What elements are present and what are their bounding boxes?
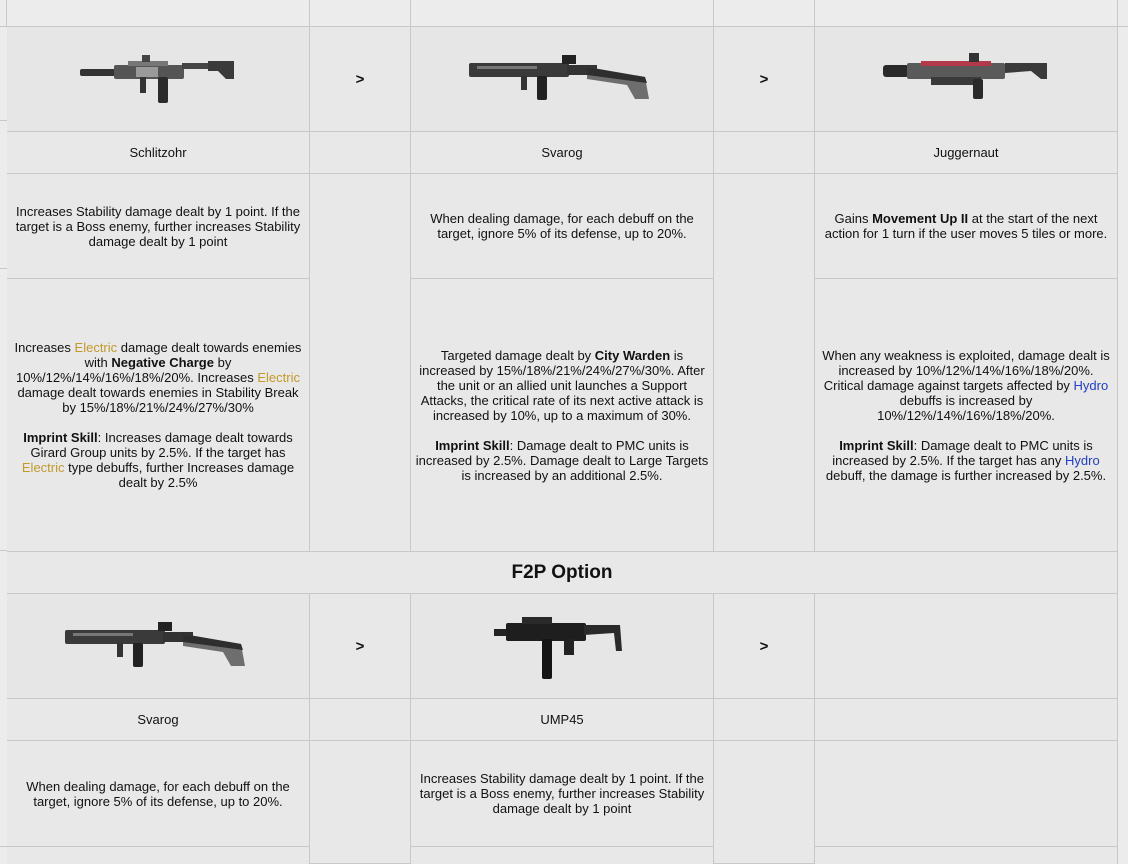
weapon-image-ump45 xyxy=(411,594,714,699)
weapon-name: Schlitzohr xyxy=(129,145,187,160)
debuff-name: Negative Charge xyxy=(111,355,214,370)
empty-cell xyxy=(815,594,1118,699)
weapon-image-schlitzohr xyxy=(7,27,310,132)
skill-description xyxy=(815,279,1118,552)
arrow-label: > xyxy=(759,70,769,88)
section-heading xyxy=(7,552,1118,594)
skill-description xyxy=(7,174,310,279)
buff-name: Movement Up II xyxy=(872,211,969,226)
empty-cell xyxy=(815,741,1118,847)
left-gutter-line xyxy=(0,550,7,551)
unit-name: City Warden xyxy=(594,347,671,363)
skill-description xyxy=(411,279,714,552)
skill-description xyxy=(411,741,714,847)
weapon-name: UMP45 xyxy=(540,712,584,727)
empty-cell xyxy=(310,699,411,741)
empty-cell xyxy=(714,741,815,864)
empty-cell xyxy=(815,847,1118,864)
empty-cell xyxy=(310,174,411,552)
left-gutter-line xyxy=(0,268,7,269)
left-gutter-line xyxy=(0,120,7,121)
electric-keyword: Electric xyxy=(21,460,65,475)
empty-cell xyxy=(310,132,411,174)
weapon-name: Svarog xyxy=(541,145,583,160)
smg-rifle-icon xyxy=(78,49,238,109)
empty-cell xyxy=(7,847,310,864)
left-gutter-line xyxy=(0,846,7,847)
skill-description xyxy=(815,174,1118,279)
weapon-image-juggernaut xyxy=(815,27,1118,132)
upgrade-arrow xyxy=(714,594,815,699)
empty-cell xyxy=(714,174,815,552)
weapon-name: Svarog xyxy=(137,712,179,727)
empty-cell xyxy=(714,132,815,174)
skill-text: Increases Stability damage dealt by 1 point. If the target is a Boss enemy, further increases Stability damage dealt by 1 point xyxy=(15,203,301,249)
skill-text: Increases Electric damage dealt towards enemies with Negative Charge by 10%/12%/14%/16%/18%/20%. Increases Electric damage dealt towards enemies in Stability Break by 15%/18%/21%/24%/27%/30% Imprint Skill: Increases damage dealt towards Girard Group units by 2.5%. If the target has Electric type debuffs, further Increases damage dealt by 2.5% xyxy=(14,340,302,490)
empty-cell xyxy=(411,847,714,864)
arrow-label: > xyxy=(355,70,365,88)
weapon-name-cell xyxy=(411,699,714,741)
skill-text: When dealing damage, for each debuff on the target, ignore 5% of its defense, up to 20%. xyxy=(430,211,694,241)
electric-keyword: Electric xyxy=(74,340,118,355)
smg-rifle-icon xyxy=(63,616,253,676)
upgrade-arrow xyxy=(310,27,411,132)
imprint-skill-label: Imprint Skill xyxy=(435,437,510,453)
weapon-image-svarog xyxy=(411,27,714,132)
weapon-name-cell xyxy=(411,132,714,174)
arrow-label: > xyxy=(355,637,365,655)
weapon-name-cell xyxy=(815,132,1118,174)
skill-text: Targeted damage dealt by City Warden is increased by 15%/18%/21%/24%/27%/30%. After the unit or an allied unit launches a Support Attacks, the critical rate of its next active attack is increased by 10%, up to a maximum of 30%. Imprint Skill: Damage dealt to PMC units is increased by 2.5%. Damage dealt to Large Targets is increased by an additional 2.5%. xyxy=(415,347,709,483)
hydro-keyword: Hydro xyxy=(1073,377,1109,393)
empty-cell xyxy=(815,699,1118,741)
skill-description xyxy=(7,741,310,847)
weapon-name-cell xyxy=(7,699,310,741)
imprint-skill-label: Imprint Skill xyxy=(839,437,914,453)
smg-rifle-icon xyxy=(467,49,657,109)
upgrade-arrow xyxy=(310,594,411,699)
weapon-name: Juggernaut xyxy=(933,145,999,160)
upgrade-arrow xyxy=(714,27,815,132)
weapon-image-svarog xyxy=(7,594,310,699)
empty-cell xyxy=(310,741,411,864)
skill-text: Gains Movement Up II at the start of the next action for 1 turn if the user moves 5 tiles or more. xyxy=(824,211,1108,241)
electric-keyword: Electric xyxy=(257,370,300,385)
skill-text: When dealing damage, for each debuff on the target, ignore 5% of its defense, up to 20%. xyxy=(26,778,290,809)
f2p-heading: F2P Option xyxy=(511,562,613,583)
skill-description xyxy=(7,279,310,552)
empty-cell xyxy=(714,699,815,741)
skill-text: Increases Stability damage dealt by 1 point. If the target is a Boss enemy, further increases Stability damage dealt by 1 point xyxy=(419,771,705,816)
skill-description xyxy=(411,174,714,279)
arrow-label: > xyxy=(759,637,769,655)
top-partial-row xyxy=(0,0,1128,27)
skill-text: When any weakness is exploited, damage dealt is increased by 10%/12%/14%/16%/18%/20%. Critical damage against targets affected by Hydro debuffs is increased by 10%/12%/14%/16%/18%/20%. Imprint Skill: Damage dealt to PMC units is increased by 2.5%. If the target has any Hydro debuff, the damage is further increased by 2.5%. xyxy=(822,347,1110,483)
smg-rifle-icon xyxy=(881,49,1051,109)
smg-icon xyxy=(492,611,632,681)
hydro-keyword: Hydro xyxy=(1065,452,1100,468)
imprint-skill-label: Imprint Skill xyxy=(23,430,98,445)
weapon-name-cell xyxy=(7,132,310,174)
